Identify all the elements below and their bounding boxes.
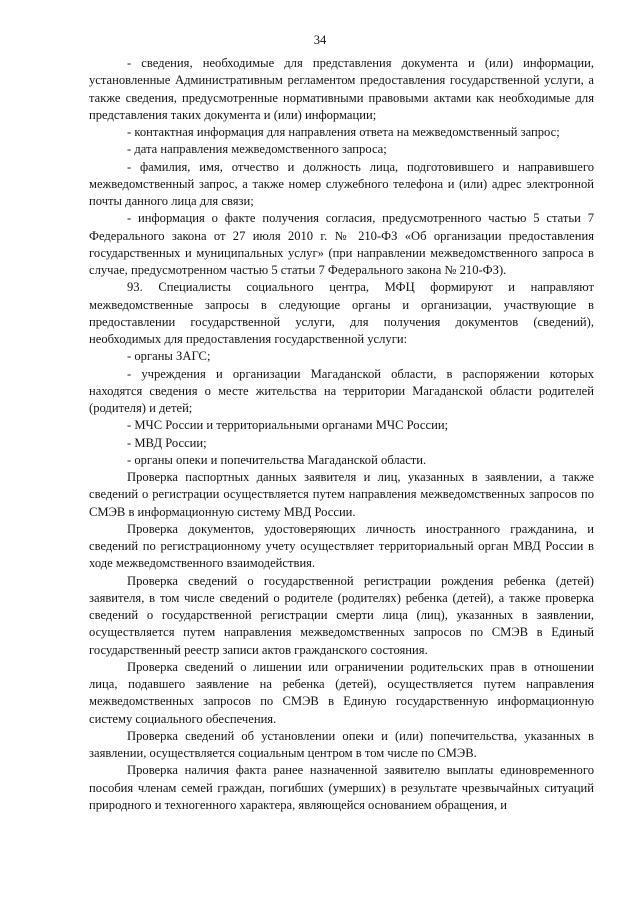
paragraph-guardianship-check: Проверка сведений об установлении опеки и (или) попечительства, указанных в заявлении, осуществляется социальным центром в том числе по СМЭВ. [89,728,594,760]
paragraph-item-93: 93. Специалисты социального центра, МФЦ формируют и направляют межведомственные запросы в следующие органы и организации, участвующие в предоставлении государственной услуги, для получения документов (сведений), необходимых для предоставления государственной услуги: [89,280,594,346]
paragraph-foreign-docs-check: Проверка документов, удостоверяющих личность иностранного гражданина, и сведений по регистрационному учету осуществляет территориальный орган МВД России в ходе межведомственного взаимодействия. [89,521,594,571]
list-item-zags: - органы ЗАГС; [127,349,211,364]
paragraph-passport-check: Проверка паспортных данных заявителя и лиц, указанных в заявлении, а также сведений о регистрации осуществляется путем направления межведомственных запросов по СМЭВ в информационную систему МВД России. [89,470,594,519]
paragraph-parental-rights-check: Проверка сведений о лишении или ограничении родительских прав в отношении лица, подавшего заявление на ребенка (детей), осуществляется путем направления межведомственных запросов по СМЭВ в Единую государственную информационную систему социального обеспечения. [89,659,594,726]
list-item-magadan-institutions: - учреждения и организации Магаданской области, в распоряжении которых находятся сведения о месте жительства на территории Магаданской области родителей (родителя) и детей; [89,366,594,415]
page-number: 34 [313,33,327,47]
paragraph-birth-registration-check: Проверка сведений о государственной регистрации рождения ребенка (детей) заявителя, в том числе сведений о родителе (родителях) ребенка (детей), а также проверка сведений о государственной регистрации смерти лица (лиц), указанных в заявлении, осуществляется путем направления межведомственных запросов по СМЭВ в Единый государственный реестр записи актов гражданского состояния. [89,573,594,657]
list-item-mvd: - МВД России; [127,435,207,450]
list-item-mchs: - МЧС России и территориальными органами МЧС России; [127,418,449,433]
paragraph-benefit-check: Проверка наличия факта ранее назначенной заявителю выплаты единовременного пособия членам семей граждан, погибших (умерших) в результате чрезвычайных ситуаций природного и техногенного характера, являющейся основанием обращения, и [89,763,594,812]
paragraph-request-info: - сведения, необходимые для представления документа и (или) информации, установленные Административным регламентом предоставления государственной услуги, а также сведения, предусмотренные нормативными правовыми актами как необходимые для представления таких документа и (или) информации; [89,56,594,122]
paragraph-consent-info: - информация о факте получения согласия, предусмотренного частью 5 статьи 7 Федерального закона от 27 июля 2010 г. № 210-ФЗ «Об организации предоставления государственных и муниципальных услуг» (при направлении межведомственного запроса в случае, предусмотренном частью 5 статьи 7 Федерального закона № 210-ФЗ). [89,211,594,277]
document-body [89,55,594,814]
paragraph-request-date: - дата направления межведомственного запроса; [127,142,387,157]
list-item-guardianship: - органы опеки и попечительства Магаданской области. [127,452,427,467]
paragraph-sender-info: - фамилия, имя, отчество и должность лица, подготовившего и направившего межведомственный запрос, а также номер служебного телефона и (или) адрес электронной почты данного лица для связи; [89,159,594,208]
paragraph-contact-info: - контактная информация для направления ответа на межведомственный запрос; [127,125,560,139]
